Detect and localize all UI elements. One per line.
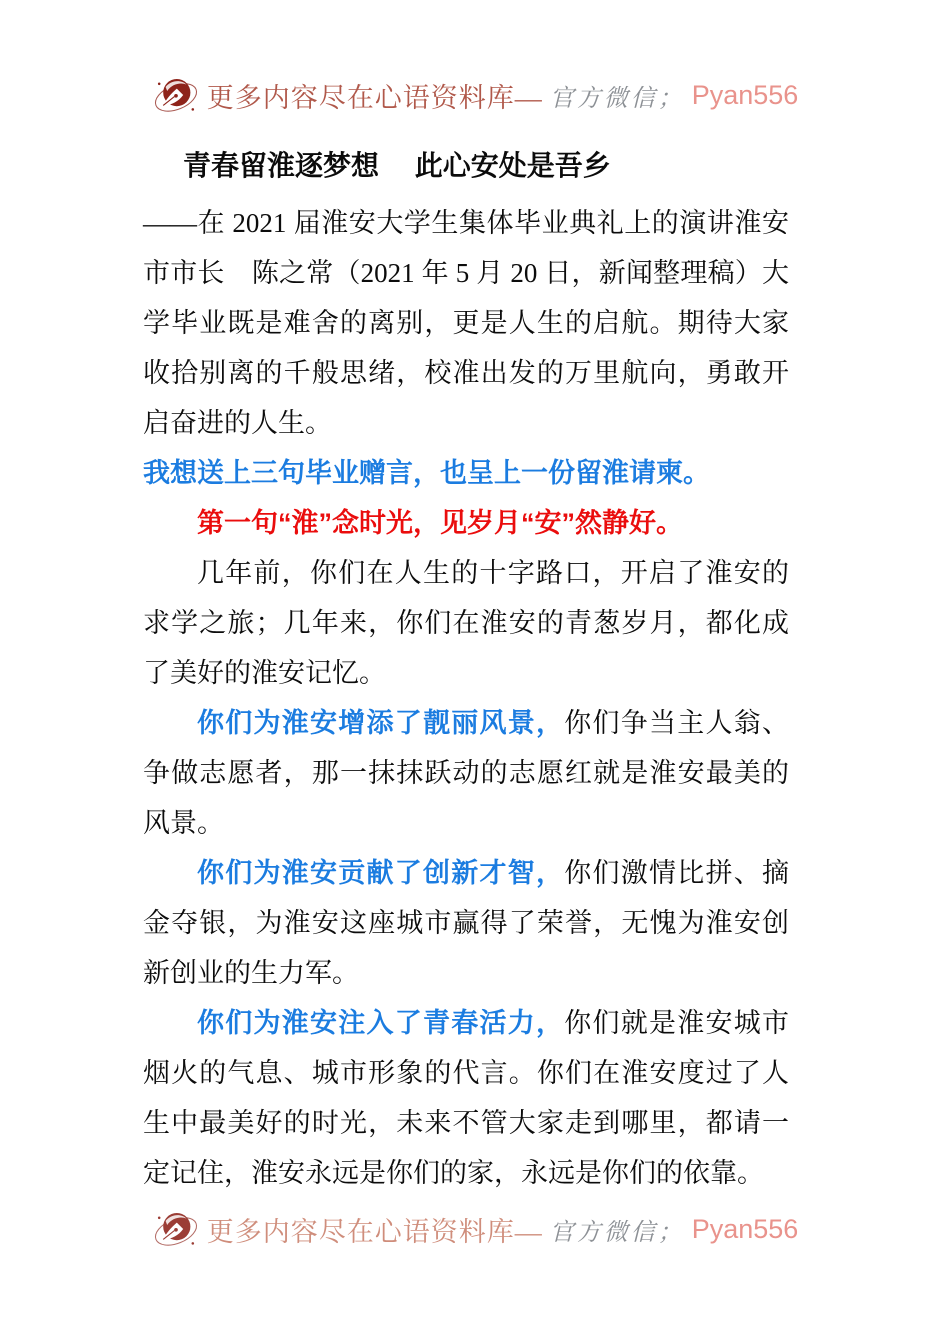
vitality-rest-text: 你们就是淮安城市烟火的气息、城市形象的代言。你们在淮安度过了人生中最美好的时光，未来不管大家走到哪里，都请一定记住，淮安永远是你们的家，永远是你们的依靠。	[143, 1008, 789, 1188]
heading-first-point: 第一句“淮”念时光，见岁月“安”然静好。	[197, 508, 683, 538]
footer-watermark	[0, 1200, 950, 1258]
scenery-rest-text: 你们争当主人翁、争做志愿者，那一抹抹跃动的志愿红就是淮安最美的风景。	[143, 708, 789, 838]
header-watermark	[0, 66, 950, 124]
paragraph-scenery	[143, 698, 789, 848]
paragraph-innovation	[143, 848, 789, 998]
scenery-lead-text: 你们为淮安增添了靓丽风景，	[197, 708, 565, 738]
watermark-text: 更多内容尽在心语资料库—	[206, 1216, 543, 1247]
watermark-text: 更多内容尽在心语资料库—	[206, 82, 543, 113]
watermark-wechat-id: Pyan556	[691, 1213, 799, 1244]
document-content	[143, 142, 789, 1198]
document-title: 青春留淮逐梦想 此心安处是吾乡	[183, 150, 611, 181]
vitality-lead-text: 你们为淮安注入了青春活力，	[197, 1008, 565, 1038]
watermark-wechat-label: 官方微信；	[549, 1219, 685, 1246]
paragraph-vitality	[143, 998, 789, 1198]
watermark-wechat-id: Pyan556	[691, 79, 799, 110]
pen-logo-icon	[152, 1200, 200, 1258]
pen-logo-icon	[152, 66, 200, 124]
watermark-wechat-label: 官方微信；	[549, 85, 685, 112]
paragraph-intro: ——在 2021 届淮安大学生集体毕业典礼上的演讲淮安市市长 陈之常（2021 年 5 月 20 日，新闻整理稿）大学毕业既是难舍的离别，更是人生的启航。期待大家收拾别离的千般思绪，校准出发的万里航向，勇敢开启奋进的人生。	[143, 208, 789, 438]
paragraph-pledge: 我想送上三句毕业赠言，也呈上一份留淮请柬。	[143, 458, 710, 488]
paragraph-memory: 几年前，你们在人生的十字路口，开启了淮安的求学之旅；几年来，你们在淮安的青葱岁月，都化成了美好的淮安记忆。	[143, 558, 789, 688]
innovation-rest-text: 你们激情比拼、摘金夺银，为淮安这座城市赢得了荣誉，无愧为淮安创新创业的生力军。	[143, 858, 789, 988]
innovation-lead-text: 你们为淮安贡献了创新才智，	[197, 858, 565, 888]
